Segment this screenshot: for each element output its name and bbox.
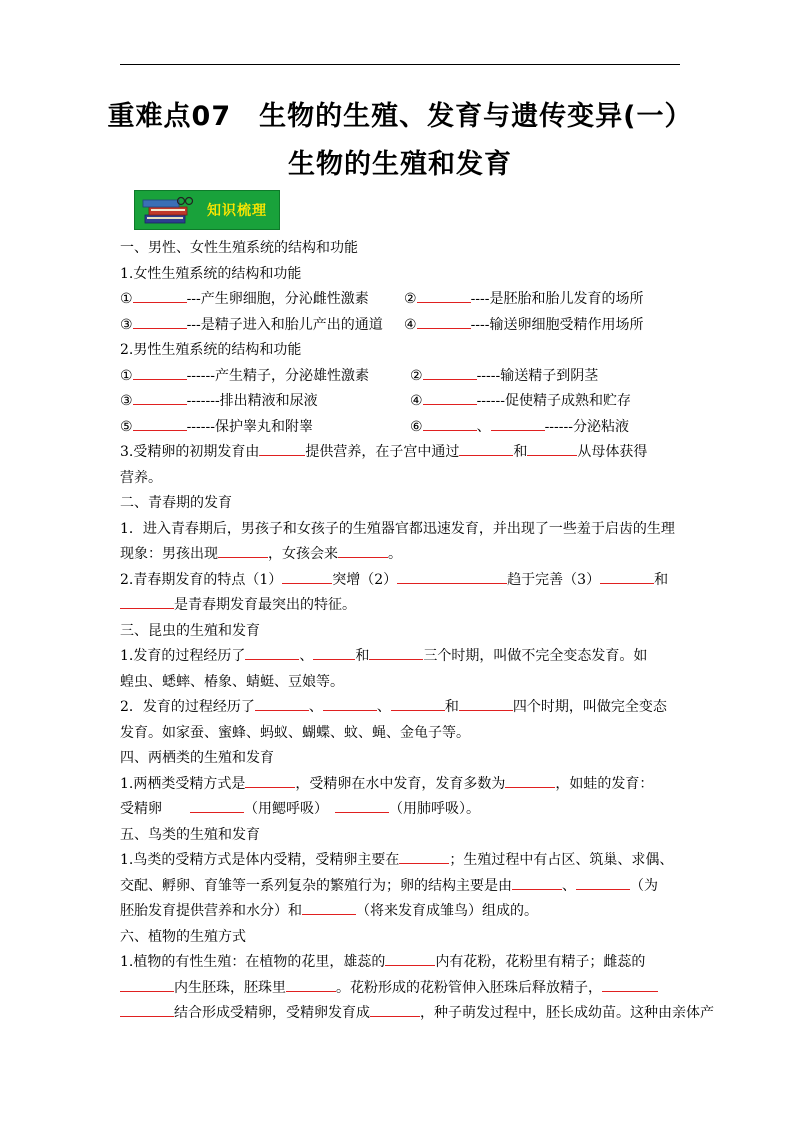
fill-blank[interactable] bbox=[120, 977, 174, 992]
list-item: ① ---产生卵细胞，分沁雌性激素 ② ----是胚胎和胎儿发育的场所 bbox=[120, 287, 685, 313]
paragraph-line: 现象：男孩出现 ，女孩会来 。 bbox=[120, 542, 685, 568]
paragraph-line: 结合形成受精卵，受精卵发育成 ，种子萌发过程中，胚长成幼苗。这种由亲体产 bbox=[120, 1001, 685, 1027]
list-item-right: ④ ------促使精子成熟和贮存 bbox=[410, 389, 631, 415]
fill-blank[interactable] bbox=[282, 569, 332, 584]
fill-blank[interactable] bbox=[417, 288, 471, 303]
fill-blank[interactable] bbox=[133, 390, 187, 405]
fill-blank[interactable] bbox=[133, 314, 187, 329]
paragraph-line: 营养。 bbox=[120, 469, 162, 486]
list-item-right: ④ ----输送卵细胞受精作用场所 bbox=[404, 313, 643, 339]
fill-blank[interactable] bbox=[370, 1002, 420, 1017]
list-item: ③ ---是精子进入和胎儿产出的通道 ④ ----输送卵细胞受精作用场所 bbox=[120, 313, 685, 339]
paragraph-line: 1．进入青春期后，男孩子和女孩子的生殖器官都迅速发育，并出现了一些羞于启齿的生理 bbox=[120, 520, 675, 537]
section-heading: 五、鸟类的生殖和发育 bbox=[120, 826, 260, 843]
fill-blank[interactable] bbox=[245, 645, 299, 660]
subheading: 2.男性生殖系统的结构和功能 bbox=[120, 342, 302, 358]
fill-blank[interactable] bbox=[527, 441, 577, 456]
paragraph-line: 受精卵 （用鳃呼吸） （用肺呼吸）。 bbox=[120, 797, 685, 823]
paragraph-line: 3.受精卵的初期发育由 提供营养，在子宫中通过 和 从母体获得 bbox=[120, 440, 685, 466]
paragraph-line: 2．发育的过程经历了 、 、 和 四个时期，叫做完全变态 bbox=[120, 695, 685, 721]
subheading: 1.女性生殖系统的结构和功能 bbox=[120, 265, 302, 282]
page-title: 重难点07 生物的生殖、发育与遗传变异(一） bbox=[107, 101, 693, 132]
fill-blank[interactable] bbox=[120, 1002, 174, 1017]
fill-blank[interactable] bbox=[505, 773, 555, 788]
fill-blank[interactable] bbox=[338, 543, 388, 558]
fill-blank[interactable] bbox=[255, 696, 309, 711]
fill-blank[interactable] bbox=[133, 365, 187, 380]
fill-blank[interactable] bbox=[335, 798, 389, 813]
header-rule bbox=[120, 64, 680, 65]
list-item-right: ⑥ 、 ------分泌粘液 bbox=[410, 415, 629, 441]
fill-blank[interactable] bbox=[391, 696, 445, 711]
paragraph-line: 2.青春期发育的特点（1） 突增（2） 趋于完善（3） 和 bbox=[120, 568, 685, 594]
section-heading: 四、两栖类的生殖和发育 bbox=[120, 750, 274, 766]
paragraph-line: 是青春期发育最突出的特征。 bbox=[120, 593, 685, 619]
paragraph-line: 内生胚珠，胚珠里 。花粉形成的花粉管伸入胚珠后释放精子， bbox=[120, 976, 685, 1002]
paragraph-line: 1.发育的过程经历了 、 和 三个时期，叫做不完全变态发育。如 bbox=[120, 644, 685, 670]
content-body bbox=[120, 236, 714, 1027]
fill-blank[interactable] bbox=[245, 773, 295, 788]
fill-blank[interactable] bbox=[491, 416, 545, 431]
list-item: ① ------产生精子，分泌雄性激素 ② -----输送精子到阴茎 bbox=[120, 364, 685, 390]
fill-blank[interactable] bbox=[313, 645, 355, 660]
paragraph-line: 发育。如家蚕、蜜蜂、蚂蚁、蝴蝶、蚊、蝇、金龟子等。 bbox=[120, 724, 470, 741]
fill-blank[interactable] bbox=[218, 543, 268, 558]
paragraph-line: 1.鸟类的受精方式是体内受精，受精卵主要在 ；生殖过程中有占区、筑巢、求偶、 bbox=[120, 848, 685, 874]
section-heading: 三、昆虫的生殖和发育 bbox=[120, 622, 260, 639]
books-icon bbox=[141, 195, 195, 227]
fill-blank[interactable] bbox=[423, 365, 477, 380]
fill-blank[interactable] bbox=[133, 288, 187, 303]
fill-blank[interactable] bbox=[190, 798, 244, 813]
fill-blank[interactable] bbox=[120, 594, 174, 609]
fill-blank[interactable] bbox=[512, 875, 562, 890]
fill-blank[interactable] bbox=[459, 696, 513, 711]
paragraph-line: 1.两栖类受精方式是 ，受精卵在水中发育，发育多数为 ，如蛙的发育： bbox=[120, 772, 685, 798]
fill-blank[interactable] bbox=[369, 645, 423, 660]
fill-blank[interactable] bbox=[423, 390, 477, 405]
paragraph-line: 蝗虫、蟋蟀、椿象、蜻蜓、豆娘等。 bbox=[120, 673, 344, 690]
fill-blank[interactable] bbox=[459, 441, 513, 456]
list-item: ⑤ ------保护睾丸和附睾 ⑥ 、 ------分泌粘液 bbox=[120, 415, 685, 441]
fill-blank[interactable] bbox=[417, 314, 471, 329]
paragraph-line: 胚胎发育提供营养和水分）和 （将来发育成雏鸟）组成的。 bbox=[120, 899, 685, 925]
section-heading: 一、男性、女性生殖系统的结构和功能 bbox=[120, 240, 358, 256]
list-item-right: ② ----是胚胎和胎儿发育的场所 bbox=[404, 287, 643, 313]
section-heading: 二、青春期的发育 bbox=[120, 495, 232, 511]
fill-blank[interactable] bbox=[133, 416, 187, 431]
fill-blank[interactable] bbox=[302, 900, 356, 915]
fill-blank[interactable] bbox=[602, 977, 658, 992]
paragraph-line: 交配、孵卵、育雏等一系列复杂的繁殖行为；卵的结构主要是由 、 （为 bbox=[120, 874, 685, 900]
list-item: ③ -------排出精液和尿液 ④ ------促使精子成熟和贮存 bbox=[120, 389, 685, 415]
fill-blank[interactable] bbox=[323, 696, 377, 711]
knowledge-badge bbox=[134, 190, 280, 230]
fill-blank[interactable] bbox=[423, 416, 477, 431]
fill-blank[interactable] bbox=[286, 977, 336, 992]
fill-blank[interactable] bbox=[397, 569, 507, 584]
section-heading: 六、植物的生殖方式 bbox=[120, 928, 246, 945]
fill-blank[interactable] bbox=[259, 441, 305, 456]
badge-label: 知识梳理 bbox=[207, 203, 267, 219]
fill-blank[interactable] bbox=[576, 875, 630, 890]
list-item-right: ② -----输送精子到阴茎 bbox=[410, 364, 598, 390]
page-subtitle: 生物的生殖和发育 bbox=[288, 149, 512, 180]
fill-blank[interactable] bbox=[600, 569, 654, 584]
fill-blank[interactable] bbox=[399, 849, 449, 864]
paragraph-line: 1.植物的有性生殖：在植物的花里，雄蕊的 内有花粉，花粉里有精子；雌蕊的 bbox=[120, 950, 685, 976]
fill-blank[interactable] bbox=[385, 951, 435, 966]
